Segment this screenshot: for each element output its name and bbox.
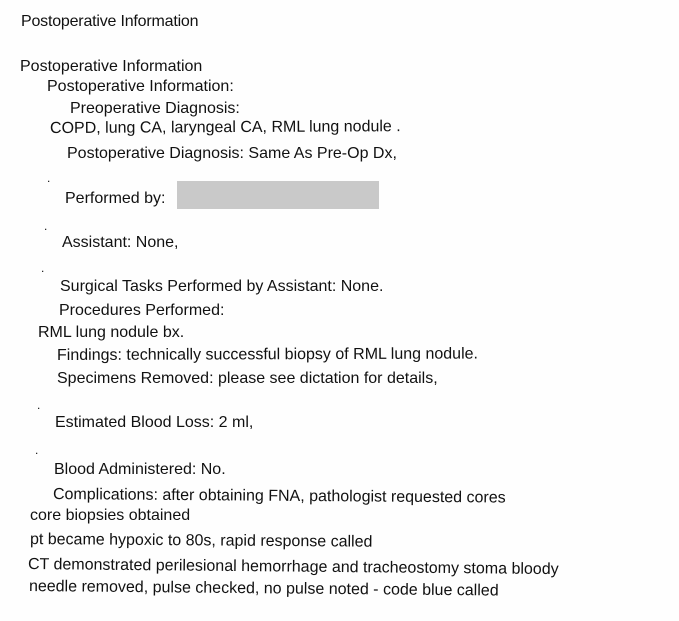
note-line: CT demonstrated perilesional hemorrhage and tracheostomy stoma bloody [27, 556, 559, 579]
estimated-blood-loss: Estimated Blood Loss: 2 ml, [55, 414, 254, 431]
header-title: Postoperative Information [21, 13, 199, 30]
specimens-removed: Specimens Removed: please see dictation for details, [57, 370, 438, 387]
bullet: . [44, 219, 48, 233]
surgical-tasks: Surgical Tasks Performed by Assistant: None. [60, 278, 384, 295]
bullet: . [47, 171, 51, 185]
preop-diagnosis-value: COPD, lung CA, laryngeal CA, RML lung nodule . [49, 118, 401, 137]
findings: Findings: technically successful biopsy of RML lung nodule. [56, 345, 478, 364]
subsection-title: Postoperative Information: [47, 78, 234, 95]
complications: Complications: after obtaining FNA, pathologist requested cores [52, 486, 506, 507]
bullet: . [35, 443, 39, 457]
performed-by-label: Performed by: [65, 190, 166, 207]
blood-administered: Blood Administered: No. [54, 461, 226, 478]
redacted-name-box [177, 181, 379, 209]
assistant: Assistant: None, [62, 234, 179, 251]
procedures-label: Procedures Performed: [59, 302, 225, 319]
bullet: . [37, 398, 41, 412]
note-line: needle removed, pulse checked, no pulse noted - code blue called [28, 578, 499, 600]
preop-diagnosis-label: Preoperative Diagnosis: [70, 100, 240, 117]
postop-diagnosis: Postoperative Diagnosis: Same As Pre-Op Dx, [67, 145, 397, 162]
section-title: Postoperative Information [20, 58, 203, 75]
note-line: pt became hypoxic to 80s, rapid response called [29, 531, 373, 551]
note-line: core biopsies obtained [30, 507, 191, 524]
procedures-value: RML lung nodule bx. [38, 324, 185, 341]
bullet: . [41, 261, 45, 275]
